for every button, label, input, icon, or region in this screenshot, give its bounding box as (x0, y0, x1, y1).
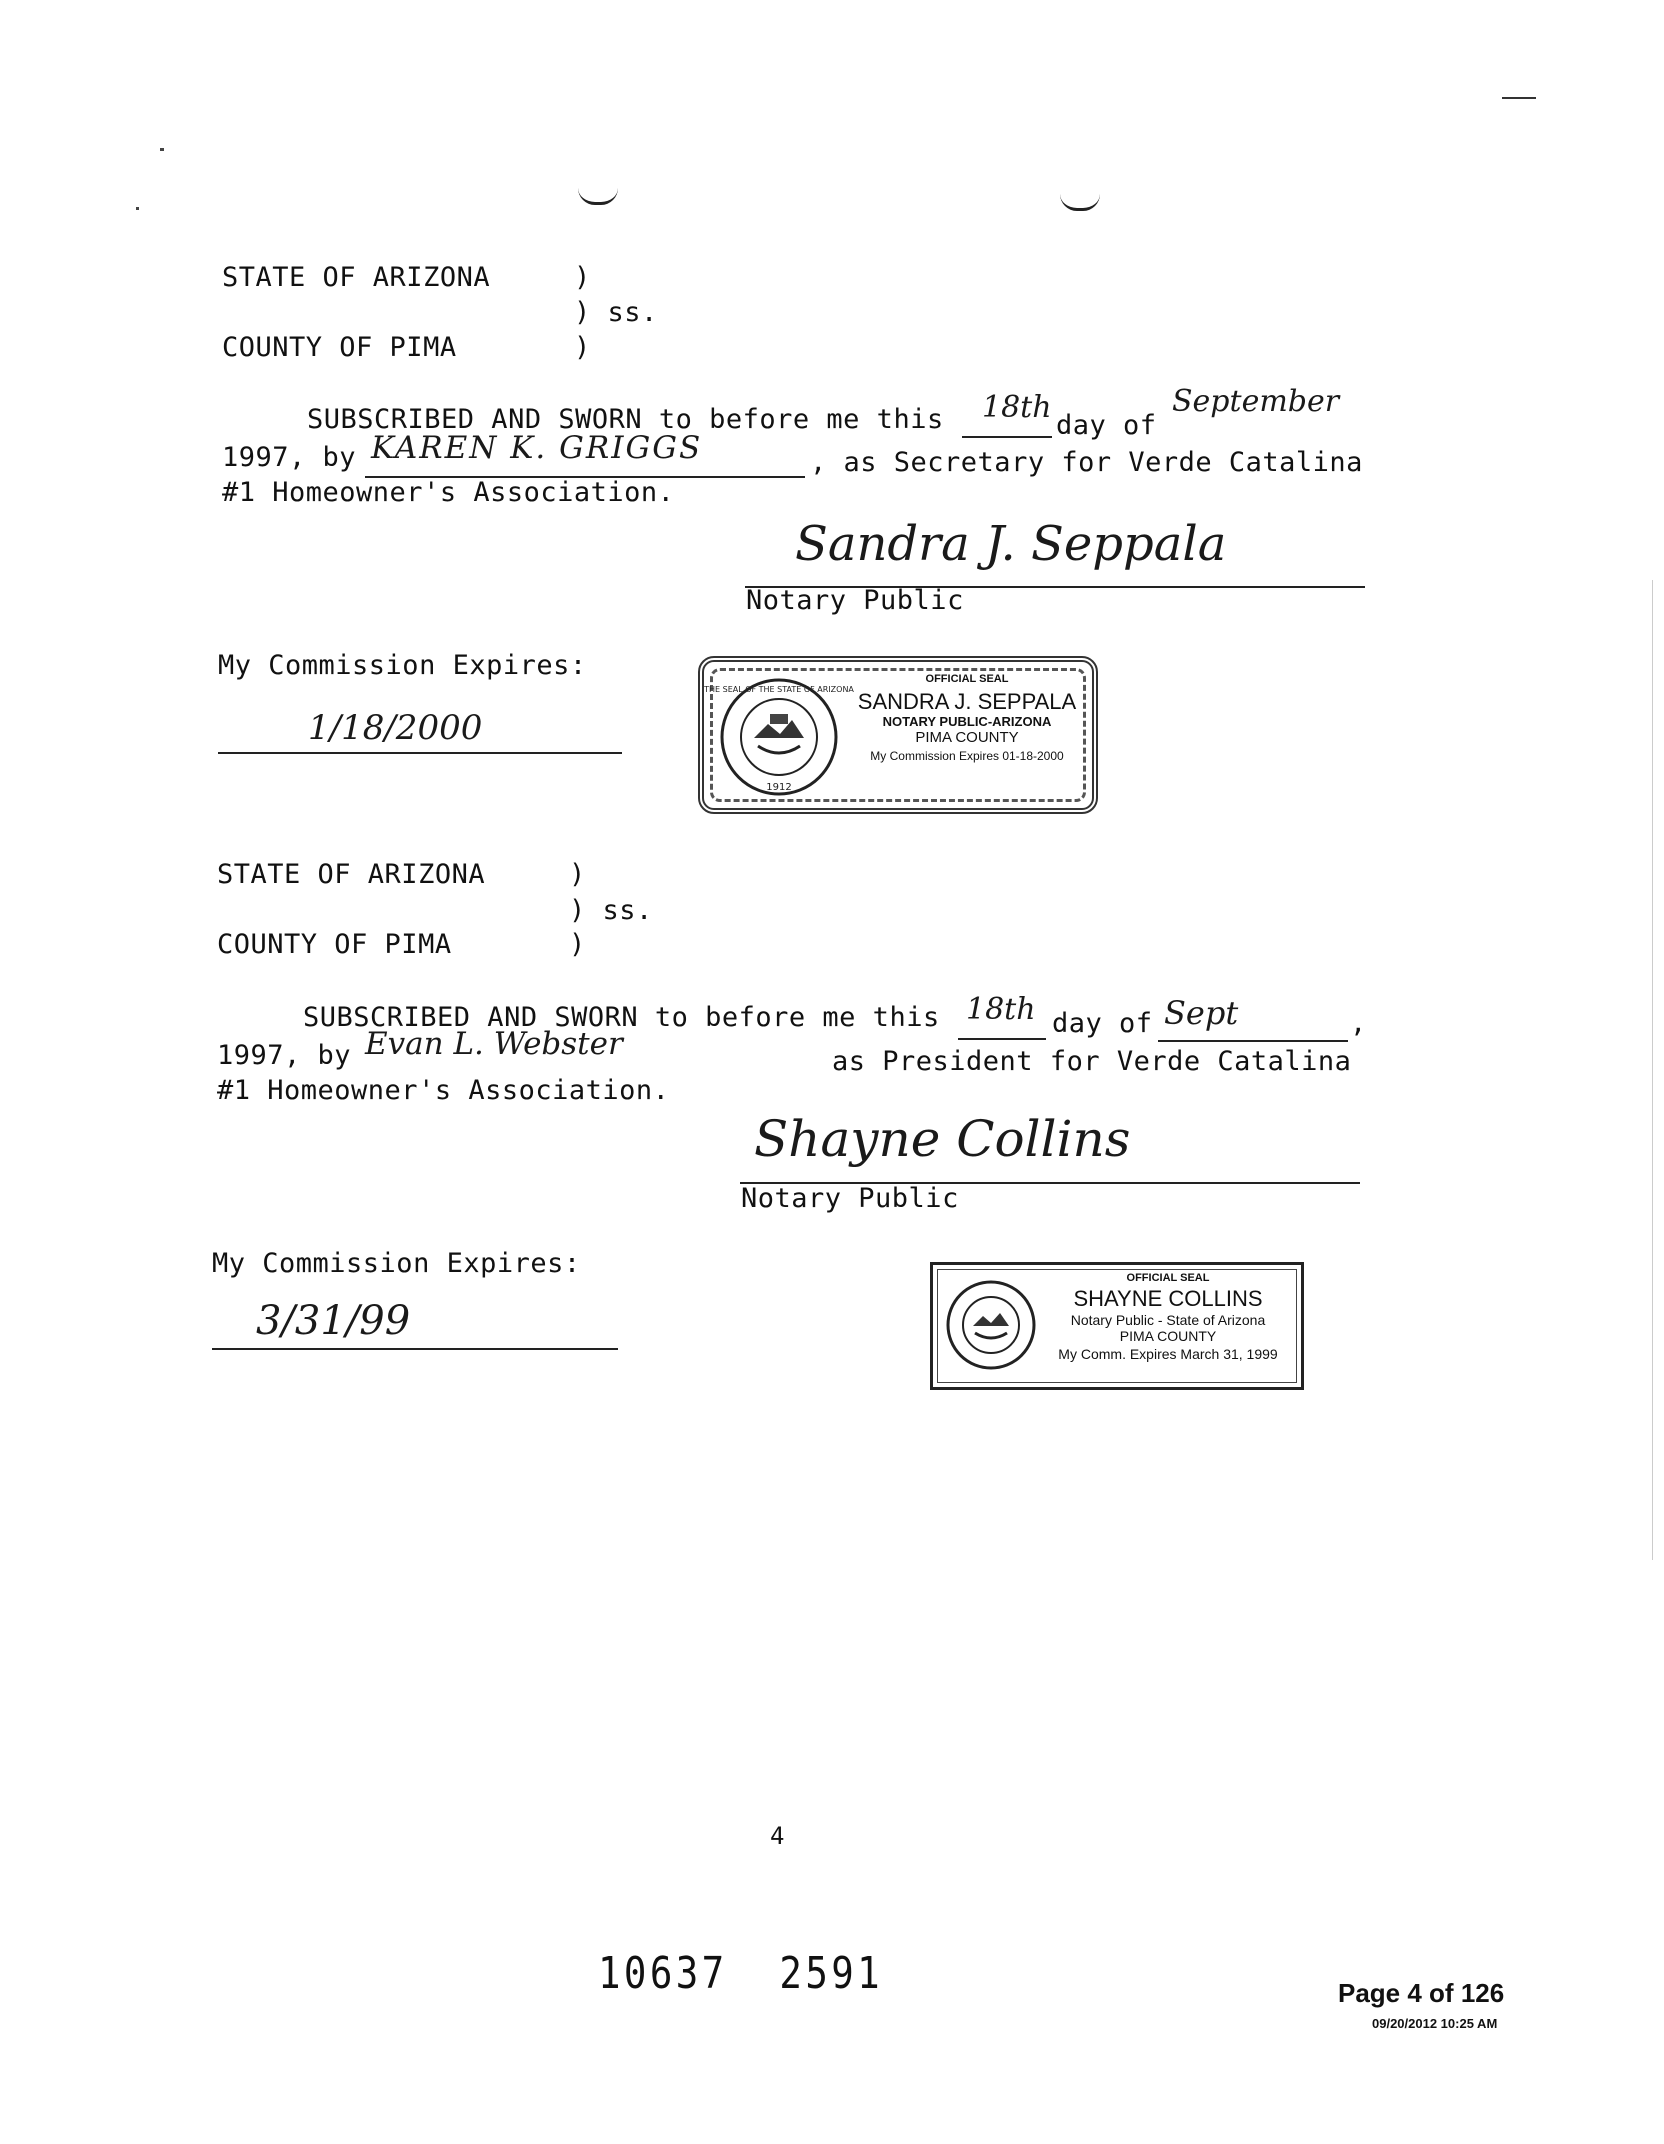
seal-county: PIMA COUNTY (915, 729, 1019, 747)
seal-title: NOTARY PUBLIC-ARIZONA (882, 713, 1052, 729)
state-label: STATE OF ARIZONA (222, 262, 491, 293)
handwritten-month: September (1172, 384, 1340, 419)
seal-title: Notary Public - State of Arizona (1070, 1311, 1266, 1328)
scan-mark (1502, 97, 1536, 99)
scan-mark (578, 188, 618, 205)
handwritten-day: 18th (966, 992, 1036, 1027)
seal-name: SHAYNE COLLINS (1073, 1285, 1263, 1311)
handwritten-commission-date: 1/18/2000 (308, 708, 483, 748)
month-blank (1158, 994, 1348, 1042)
day-blank (962, 390, 1052, 438)
sworn-line-start: SUBSCRIBED AND SWORN to before me this (303, 1002, 940, 1033)
handwritten-commission-date: 3/31/99 (256, 1298, 411, 1344)
signer-blank (365, 432, 805, 478)
notary-signature-line (745, 516, 1365, 588)
association-text: #1 Homeowner's Association. (217, 1075, 670, 1106)
scan-mark (160, 148, 164, 151)
notary-public-label: Notary Public (741, 1183, 959, 1214)
county-label: COUNTY OF PIMA (217, 929, 452, 960)
notary-seal-shayne-collins (930, 1262, 1304, 1390)
handwritten-signer-name: Evan L. Webster (365, 1026, 623, 1062)
scan-mark (1060, 194, 1100, 211)
role-text: as President for Verde Catalina (832, 1046, 1352, 1077)
state-label: STATE OF ARIZONA (217, 859, 486, 890)
sworn-line-start: SUBSCRIBED AND SWORN to before me this (307, 404, 944, 435)
day-of-label: day of (1052, 1008, 1153, 1039)
state-seal-icon (945, 1279, 1037, 1371)
notary-signature-line (740, 1110, 1360, 1184)
print-timestamp: 09/20/2012 10:25 AM (1372, 2016, 1498, 2031)
handwritten-signer-name: KAREN K. GRIGGS (371, 430, 703, 466)
paren: ) (569, 859, 586, 890)
commission-label: My Commission Expires: (218, 650, 587, 681)
comma: , (1350, 1008, 1367, 1039)
seal-year: 1912 (766, 782, 792, 793)
page-number: 4 (770, 1822, 785, 1850)
commission-date-line (218, 706, 622, 754)
notary-public-label: Notary Public (746, 585, 964, 616)
notary-signature: Sandra J. Seppala (795, 516, 1227, 572)
day-of-label: day of (1056, 410, 1157, 441)
ss-label: ) ss. (574, 297, 658, 328)
seal-heading: OFFICIAL SEAL (925, 673, 1009, 685)
commission-date-line (212, 1300, 618, 1350)
seal-name: SANDRA J. SEPPALA (857, 688, 1077, 714)
paren: ) (569, 929, 586, 960)
seal-expires: My Comm. Expires March 31, 1999 (1058, 1346, 1278, 1363)
day-blank (958, 992, 1046, 1040)
ss-label: ) ss. (569, 895, 653, 926)
year-by-label: 1997, by (222, 442, 357, 473)
recording-number: 10637 2591 (598, 1948, 884, 1999)
page-info: Page 4 of 126 (1338, 1978, 1505, 2008)
role-text: , as Secretary for Verde Catalina (810, 447, 1363, 478)
seal-expires: My Commission Expires 01-18-2000 (870, 749, 1064, 764)
notary-seal-sandra-seppala (698, 656, 1098, 814)
seal-county: PIMA COUNTY (1119, 1328, 1217, 1345)
year-by-label: 1997, by (217, 1040, 352, 1071)
scan-mark (136, 207, 139, 210)
county-label: COUNTY OF PIMA (222, 332, 457, 363)
seal-heading: OFFICIAL SEAL (1126, 1272, 1210, 1284)
handwritten-day: 18th (982, 390, 1052, 425)
state-seal-icon (704, 676, 854, 798)
month-blank (1168, 384, 1358, 432)
paren: ) (574, 262, 591, 293)
seal-ring-text: THE SEAL OF THE STATE OF ARIZONA (704, 685, 854, 694)
signer-blank (355, 1028, 833, 1070)
notary-signature: Shayne Collins (754, 1110, 1131, 1168)
association-text: #1 Homeowner's Association. (222, 477, 675, 508)
paren: ) (574, 332, 591, 363)
handwritten-month: Sept (1164, 994, 1239, 1032)
commission-label: My Commission Expires: (212, 1248, 581, 1279)
scan-edge-line (1652, 580, 1653, 1560)
